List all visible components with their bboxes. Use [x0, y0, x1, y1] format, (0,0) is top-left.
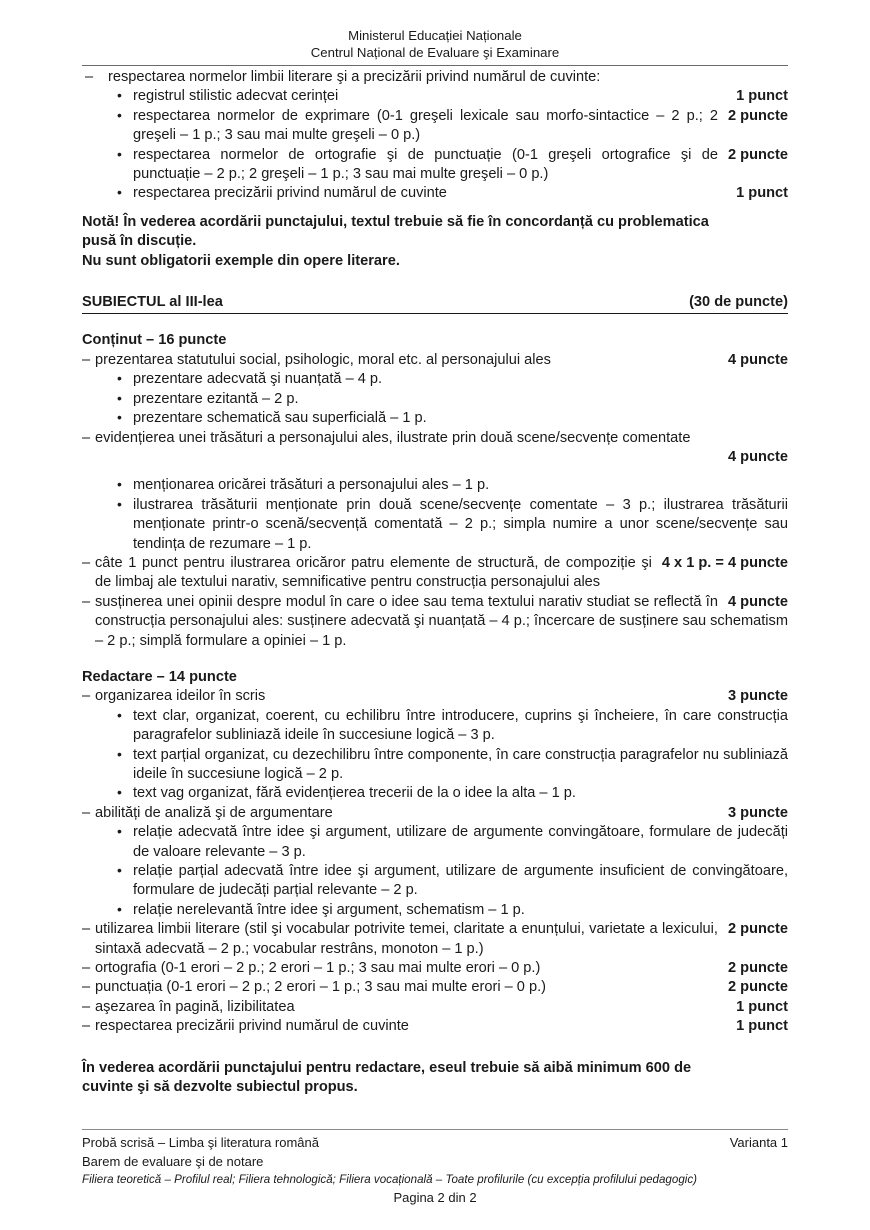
continut-heading: Conținut – 16 puncte	[82, 332, 227, 349]
list-item	[115, 784, 788, 803]
list-item	[115, 496, 788, 554]
criterion-row	[82, 920, 788, 959]
list-item-text: text vag organizat, fără evidențierea trecerii de la o idee la alta – 1 p.	[133, 785, 576, 802]
criterion-text: utilizarea limbii literare (stil şi vocabular potrivite temei, claritate a enunțului, varietate a lexicului, sintaxă adecvată – 2 p.; vocabular restrâns, monoton – 1 p.)	[95, 921, 718, 957]
list-item-text: relație parțial adecvată între idee şi argument, utilizare de argumente insuficient de convingătoare, formulare de judecăți parțial relevante – 2 p.	[133, 863, 788, 899]
list-item-text: respectarea normelor de exprimare (0-1 greşeli lexicale sau morfo-sintactice – 2 p.; 2 greşeli – 1 p.; 3 sau mai multe greşeli – 0 p.)	[133, 107, 718, 144]
points-value: • 2 puncte	[727, 146, 788, 163]
final-note-line-1: În vederea acordării punctajului pentru redactare, eseul trebuie să aibă minimum 600 de	[82, 1059, 692, 1076]
criterion-text: susținerea unei opinii despre modul în care o idee sau tema textului narativ studiat se reflectă în construcția personajului ales: susținere adecvată şi nuanțată – 4 p.; încercare de susținere sau schematism – 2 p.; simplă formulare a opiniei – 1 p.	[95, 593, 788, 649]
list-item-text: text clar, organizat, coerent, cu echilibru între introducere, cuprins şi încheiere, în care construcția paragrafelor subliniază ideile în succesiune logică – 3 p.	[133, 707, 788, 744]
points-value: – 1 punct	[736, 1018, 788, 1035]
footer-page-number: Pagina 2 din 2	[393, 1190, 477, 1205]
points-value: – 4 puncte	[727, 351, 788, 368]
final-note-block	[82, 1059, 788, 1098]
criterion-row	[82, 1017, 788, 1036]
list-item	[115, 707, 788, 746]
points-value: – 4 x 1 p. = 4 puncte	[661, 554, 788, 571]
final-note-line-2: cuvinte şi să dezvolte subiectul propus.	[82, 1079, 358, 1096]
points-value: • 1 punct	[736, 88, 788, 105]
list-item	[115, 823, 788, 862]
criterion-text: prezentarea statutului social, psihologic, moral etc. al personajului ales	[95, 351, 551, 368]
criterion-text: abilități de analiză şi de argumentare	[95, 804, 333, 821]
ministry-line: Ministerul Educației Naționale	[348, 28, 522, 43]
document-footer	[82, 1134, 788, 1208]
points-value: • 2 puncte	[727, 107, 788, 124]
points-value: – 2 puncte	[727, 979, 788, 996]
footer-exam-title: Probă scrisă – Limba şi literatura română	[82, 1135, 319, 1150]
criterion-row	[82, 593, 788, 651]
list-item	[115, 146, 788, 185]
note-line-1: Notă! În vederea acordării punctajului, textul trebuie să fie în concordanță cu problematica	[82, 213, 709, 230]
list-item	[115, 184, 788, 203]
note-line-3: Nu sunt obligatorii exemple din opere literare.	[82, 252, 400, 269]
criterion-row	[82, 351, 788, 370]
list-item-text: text parțial organizat, cu dezechilibru între componente, în care construcția paragrafelor nu subliniază ideile în succesiune logică – 2 p.	[133, 746, 788, 782]
footer-filiera: Filiera teoretică – Profilul real; Filiera tehnologică; Filiera vocațională – Toate profilurile (cu excepția profilului pedagogic)	[82, 1173, 698, 1186]
subject-3-points: (30 de puncte)	[689, 294, 788, 311]
list-item	[115, 370, 788, 389]
criterion-text: punctuația (0-1 erori – 2 p.; 2 erori – 1 p.; 3 sau mai multe erori – 0 p.)	[95, 979, 547, 996]
list-item	[115, 862, 788, 901]
criterion-row	[82, 959, 788, 978]
criterion-row	[82, 978, 788, 997]
points-value: – 4 puncte	[727, 593, 788, 610]
subject-3-title: SUBIECTUL al III-lea	[82, 294, 223, 311]
footer-barem: Barem de evaluare şi de notare	[82, 1153, 264, 1169]
criterion-text: aşezarea în pagină, lizibilitatea	[95, 998, 295, 1015]
list-item	[115, 87, 788, 106]
points-value: • 1 punct	[736, 185, 788, 202]
list-item	[115, 476, 788, 495]
points-value: – 2 puncte	[727, 921, 788, 938]
header-divider	[82, 65, 788, 66]
criterion-row	[82, 429, 788, 448]
list-item-text: relație nerelevantă între idee şi argument, schematism – 1 p.	[133, 901, 525, 918]
list-item-text: registrul stilistic adecvat cerinței	[133, 88, 339, 105]
redactare-heading: Redactare – 14 puncte	[82, 668, 237, 685]
list-item-text: respectarea normelor de ortografie şi de punctuație (0-1 greşeli ortografice şi de punctuație – 2 p.; 2 greşeli – 1 p.; 3 sau mai multe greşeli – 0 p.)	[133, 146, 718, 183]
footer-variant: Varianta 1	[729, 1135, 788, 1150]
criterion-row	[82, 998, 788, 1017]
subject-3-heading	[82, 293, 788, 314]
criterion-text: evidențierea unei trăsături a personajului ales, ilustrate prin două scene/secvențe comentate	[95, 429, 691, 446]
points-value: – 1 punct	[736, 998, 788, 1015]
criterion-row	[82, 804, 788, 823]
list-item-text: prezentare schematică sau superficială – 1 p.	[133, 410, 427, 427]
criterion-row	[82, 687, 788, 706]
points-value: 4 puncte	[727, 448, 788, 465]
list-item-text: ilustrarea trăsăturii menționate prin două scene/secvențe comentate – 3 p.; ilustrarea trăsăturii menționate printr-o scenă/secvență comentată – 2 p.; simpla numire a unor scene/secvențe sau tendința de rezumare – 1 p.	[133, 496, 788, 552]
criterion-text: câte 1 punct pentru ilustrarea oricăror patru elemente de structură, de compoziție şi de limbaj ale textului narativ, semnificative pentru construcția personajului ales	[95, 554, 652, 591]
top-lead-text: respectarea normelor limbii literare şi a precizării privind numărul de cuvinte:	[108, 69, 601, 85]
list-item	[115, 746, 788, 785]
footer-row-2	[82, 1153, 788, 1172]
document-header	[82, 28, 788, 61]
document-body	[82, 68, 788, 1098]
list-item-text: menționarea oricărei trăsături a personajului ales – 1 p.	[133, 477, 490, 494]
footer-row-1	[82, 1134, 788, 1153]
list-item-text: prezentare adecvată şi nuanțată – 4 p.	[133, 371, 383, 388]
points-value: – 3 puncte	[727, 688, 788, 705]
note-block	[82, 213, 788, 271]
criterion-row	[82, 554, 788, 593]
list-item	[115, 409, 788, 428]
list-item-text: respectarea precizării privind numărul de cuvinte	[133, 185, 447, 202]
list-item-text: relație adecvată între idee şi argument, utilizare de argumente convingătoare, formulare de judecăți de valoare relevante – 3 p.	[133, 824, 788, 860]
list-item	[115, 901, 788, 920]
criterion-text: ortografia (0-1 erori – 2 p.; 2 erori – 1 p.; 3 sau mai multe erori – 0 p.)	[95, 960, 541, 977]
top-lead-item	[82, 68, 788, 87]
center-line: Centrul Național de Evaluare şi Examinare	[310, 44, 560, 60]
points-value: – 3 puncte	[727, 804, 788, 821]
list-item-text: prezentare ezitantă – 2 p.	[133, 390, 299, 407]
list-item	[115, 107, 788, 146]
points-value: – 2 puncte	[727, 960, 788, 977]
criterion-text: respectarea precizării privind numărul de cuvinte	[95, 1018, 409, 1035]
footer-divider	[82, 1129, 788, 1130]
list-item	[115, 390, 788, 409]
criterion-text: organizarea ideilor în scris	[95, 688, 266, 705]
note-line-2: pusă în discuție.	[82, 233, 197, 250]
